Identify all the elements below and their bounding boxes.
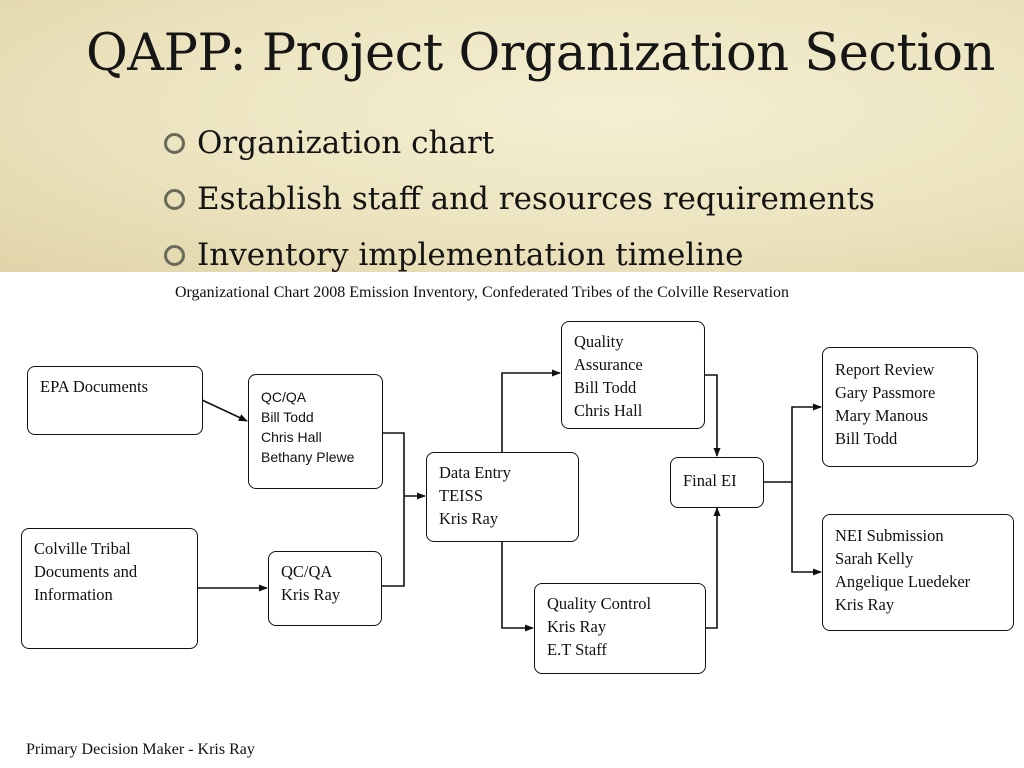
connector-data-entry-to-qc xyxy=(502,541,533,628)
connector-data-entry-to-qa xyxy=(502,373,560,452)
node-line: Bill Todd xyxy=(835,429,898,448)
connector-qc-to-final xyxy=(705,508,717,628)
node-line: Chris Hall xyxy=(574,401,643,420)
connector-epa-to-qcqa xyxy=(202,400,247,421)
node-line: Bill Todd xyxy=(261,409,314,425)
report-review-box xyxy=(822,347,978,467)
slide-title: QAPP: Project Organization Section xyxy=(86,24,995,83)
node-line: Gary Passmore xyxy=(835,383,936,402)
node-line: QC/QA xyxy=(261,389,307,405)
colville-documents-box xyxy=(21,528,198,649)
qcqa-team-box xyxy=(248,374,383,489)
nei-submission-box xyxy=(822,514,1014,631)
epa-documents-box xyxy=(27,366,203,435)
node-line: Data Entry xyxy=(439,463,511,482)
node-line: Final EI xyxy=(683,471,737,490)
node-line: Kris Ray xyxy=(439,509,499,528)
node-line: Documents and xyxy=(34,562,138,581)
node-line: Kris Ray xyxy=(835,595,895,614)
node-line: Colville Tribal xyxy=(34,539,131,558)
quality-assurance-box xyxy=(561,321,705,429)
quality-control-box xyxy=(534,583,706,674)
node-line: Bill Todd xyxy=(574,378,637,397)
node-line: TEISS xyxy=(439,486,484,505)
qcqa-kris-ray-box xyxy=(268,551,382,626)
bullet-text: Inventory implementation timeline xyxy=(197,237,744,272)
node-line: E.T Staff xyxy=(547,640,607,659)
node-line: QC/QA xyxy=(281,562,333,581)
bullet-text: Establish staff and resources requirements xyxy=(197,181,875,217)
node-line: Kris Ray xyxy=(281,585,341,604)
node-line: Mary Manous xyxy=(835,406,929,425)
node-line: Chris Hall xyxy=(261,429,322,445)
node-line: NEI Submission xyxy=(835,526,944,545)
node-line: Bethany Plewe xyxy=(261,449,355,465)
node-line: Information xyxy=(34,585,113,604)
node-line: Angelique Luedeker xyxy=(835,572,971,591)
org-chart-title: Organizational Chart 2008 Emission Inventory, Confederated Tribes of the Colville Reservation xyxy=(174,284,790,301)
node-line: Assurance xyxy=(574,355,643,374)
node-line: Report Review xyxy=(835,360,935,379)
node-line: Sarah Kelly xyxy=(835,549,914,568)
connector-final-to-report xyxy=(792,407,821,482)
connector-qa-to-final xyxy=(704,375,717,456)
node-line: Quality xyxy=(574,332,624,351)
connector-qcqa1-merge xyxy=(382,433,404,586)
node-line: EPA Documents xyxy=(40,377,149,396)
data-entry-box xyxy=(426,452,579,542)
connector-final-to-nei xyxy=(792,482,821,572)
bullet-text: Organization chart xyxy=(197,125,495,161)
node-line: Quality Control xyxy=(547,594,652,613)
primary-decision-maker: Primary Decision Maker - Kris Ray xyxy=(26,741,255,758)
node-line: Kris Ray xyxy=(547,617,607,636)
final-ei-box xyxy=(670,457,764,508)
